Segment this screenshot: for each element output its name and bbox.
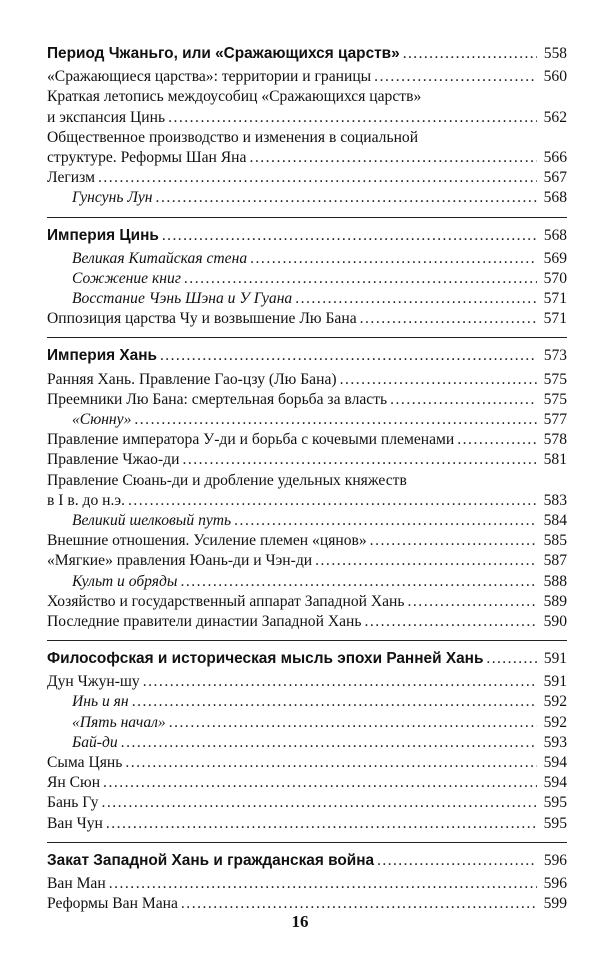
toc-entry-title: Великий шелковый путь — [72, 511, 232, 529]
toc-entry-title: Общественное производство и изменения в социальной — [47, 128, 419, 146]
table-of-contents — [47, 44, 567, 914]
leader-dots — [377, 851, 537, 871]
section-heading-page: 568 — [543, 226, 567, 244]
leader-dots — [184, 269, 537, 289]
toc-entry — [47, 793, 567, 813]
toc-section — [47, 346, 567, 632]
toc-entry — [47, 430, 567, 450]
toc-entry-page: 578 — [543, 431, 567, 449]
toc-entry-line — [47, 713, 567, 733]
toc-entry-page: 588 — [543, 572, 567, 590]
toc-entry-title: в I в. до н.э. — [47, 491, 125, 509]
leader-dots — [160, 346, 537, 366]
section-heading — [47, 44, 567, 64]
leader-dots — [125, 753, 537, 773]
toc-entry-title: Внешние отношения. Усиление племен «цянов» — [47, 532, 367, 550]
toc-entry-line — [47, 551, 567, 571]
toc-entry-page: 590 — [543, 612, 567, 630]
toc-entry — [47, 814, 567, 834]
toc-entry — [47, 67, 567, 87]
toc-entry-title: структуре. Реформы Шан Яна — [47, 148, 247, 166]
toc-entry-line — [47, 531, 567, 551]
toc-subentry — [47, 269, 567, 289]
toc-entry-page: 583 — [543, 491, 567, 509]
leader-dots — [109, 874, 537, 894]
section-heading-title: Империя Цинь — [47, 226, 159, 244]
toc-entry — [47, 592, 567, 612]
leader-dots — [169, 713, 537, 733]
leader-dots — [132, 692, 537, 712]
section-divider — [47, 217, 567, 218]
toc-entry-line — [47, 692, 567, 712]
leader-dots — [486, 649, 537, 669]
toc-entry — [47, 450, 567, 470]
section-heading-page: 573 — [543, 347, 567, 365]
toc-entry-page: 594 — [543, 774, 567, 792]
toc-subentry — [47, 249, 567, 269]
toc-subentry — [47, 289, 567, 309]
toc-subentry — [47, 713, 567, 733]
leader-dots — [403, 44, 537, 64]
section-divider — [47, 337, 567, 338]
toc-entry-line — [47, 148, 567, 168]
toc-entry-line — [47, 592, 567, 612]
leader-dots — [106, 814, 537, 834]
toc-entry-line — [47, 67, 567, 87]
leader-dots — [249, 148, 537, 168]
toc-entry-title: Легизм — [47, 169, 95, 187]
toc-entry-page: 562 — [543, 108, 567, 126]
toc-entry-page: 560 — [543, 68, 567, 86]
toc-entry-line — [47, 188, 567, 208]
toc-entry-page: 589 — [543, 592, 567, 610]
section-heading-title: Период Чжаньго, или «Сражающихся царств» — [47, 45, 400, 62]
toc-entry — [47, 531, 567, 551]
toc-entry — [47, 874, 567, 894]
toc-entry-title: Правление Чжао-ди — [47, 451, 180, 469]
leader-dots — [364, 612, 537, 632]
toc-entry — [47, 612, 567, 632]
section-heading — [47, 649, 567, 669]
toc-entry-page: 595 — [543, 814, 567, 832]
toc-entry-title: «Мягкие» правления Юань-ди и Чэн-ди — [47, 552, 313, 570]
toc-entry-page: 575 — [543, 370, 567, 388]
toc-entry-page: 577 — [543, 411, 567, 428]
toc-entry-title: «Пять начал» — [72, 713, 166, 731]
toc-entry-title: и экспансия Цинь — [47, 108, 166, 126]
toc-entry-line — [47, 814, 567, 834]
toc-entry-line — [47, 370, 567, 390]
leader-dots — [370, 531, 537, 551]
toc-entry-title: Реформы Ван Мана — [47, 895, 178, 913]
toc-entry-title: Последние правители династии Западной Хань — [47, 612, 362, 630]
toc-entry-title: Инь и ян — [72, 693, 129, 711]
toc-entry-line — [47, 471, 567, 491]
toc-entry — [47, 87, 567, 127]
toc-entry — [47, 390, 567, 410]
section-divider — [47, 842, 567, 843]
toc-entry-line — [47, 491, 567, 511]
toc-entry — [47, 309, 567, 329]
leader-dots — [390, 390, 537, 410]
toc-entry-line — [47, 390, 567, 410]
toc-section — [47, 44, 567, 209]
toc-entry-title: Правление императора У-ди и борьба с кочевыми племенами — [47, 431, 455, 449]
toc-entry-line — [47, 612, 567, 632]
toc-entry-page: 566 — [543, 148, 567, 166]
toc-entry-line — [47, 249, 567, 269]
toc-entry-title: Дун Чжун-шу — [47, 673, 140, 691]
leader-dots — [182, 450, 537, 470]
section-heading — [47, 851, 567, 871]
toc-entry-line — [47, 753, 567, 773]
leader-dots — [168, 108, 537, 128]
toc-entry — [47, 168, 567, 188]
toc-entry-title: Восстание Чэнь Шэна и У Гуана — [72, 290, 293, 308]
toc-entry-page: 587 — [543, 552, 567, 570]
toc-subentry — [47, 692, 567, 712]
leader-dots — [340, 370, 537, 390]
leader-dots — [315, 551, 537, 571]
toc-entry-title: Ян Сюн — [47, 774, 101, 792]
toc-entry — [47, 753, 567, 773]
toc-entry-page: 585 — [543, 532, 567, 550]
toc-entry-line — [47, 410, 567, 430]
toc-entry-page: 593 — [543, 733, 567, 751]
toc-entry-title: Бай-ди — [72, 733, 118, 751]
section-heading-title: Философская и историческая мысль эпохи Ранней Хань — [47, 650, 484, 668]
leader-dots — [408, 592, 537, 612]
toc-entry-line — [47, 773, 567, 793]
toc-subentry — [47, 733, 567, 753]
toc-entry-title: Ван Чун — [47, 814, 103, 832]
toc-entry-page: 595 — [543, 794, 567, 812]
section-divider — [47, 640, 567, 641]
toc-entry-line — [47, 672, 567, 692]
toc-entry-line — [47, 128, 567, 148]
toc-entry-title: «Сюнну» — [72, 411, 132, 428]
toc-entry-title: «Сражающиеся царства»: территории и границы — [47, 68, 372, 86]
toc-entry-page: 596 — [543, 874, 567, 892]
section-heading-page: 591 — [543, 650, 567, 668]
leader-dots — [156, 188, 537, 208]
toc-entry-page: 591 — [543, 673, 567, 691]
toc-entry-page: 571 — [543, 290, 567, 308]
section-heading-title: Империя Хань — [47, 347, 158, 365]
leader-dots — [101, 793, 537, 813]
toc-entry-title: Сыма Цянь — [47, 754, 123, 771]
toc-entry-title: Преемники Лю Бана: смертельная борьба за власть — [47, 390, 388, 408]
toc-entry — [47, 672, 567, 692]
toc-entry-title: Гунсунь Лун — [72, 189, 153, 207]
toc-entry-title: Краткая летопись междоусобиц «Сражающихся царств» — [47, 88, 422, 106]
section-heading-title: Закат Западной Хань и гражданская война — [47, 851, 375, 869]
toc-entry-line — [47, 511, 567, 531]
section-heading — [47, 346, 567, 366]
toc-entry-page: 581 — [543, 451, 567, 469]
toc-entry — [47, 551, 567, 571]
toc-entry-page: 599 — [543, 895, 567, 913]
leader-dots — [234, 511, 537, 531]
leader-dots — [162, 226, 537, 246]
leader-dots — [134, 410, 537, 430]
leader-dots — [360, 309, 537, 329]
section-heading-page: 596 — [543, 851, 567, 869]
toc-entry — [47, 471, 567, 511]
toc-entry-page: 592 — [543, 713, 567, 731]
leader-dots — [121, 733, 537, 753]
toc-entry-line — [47, 168, 567, 188]
toc-entry-page: 575 — [543, 390, 567, 408]
toc-entry-title: Хозяйство и государственный аппарат Западной Хань — [47, 592, 405, 610]
leader-dots — [180, 572, 537, 592]
toc-entry — [47, 370, 567, 390]
toc-subentry — [47, 511, 567, 531]
toc-entry-title: Великая Китайская стена — [72, 249, 248, 267]
toc-section — [47, 851, 567, 915]
toc-entry-page: 567 — [543, 169, 567, 187]
leader-dots — [457, 430, 537, 450]
toc-entry-line — [47, 87, 567, 107]
toc-entry-title: Ван Ман — [47, 874, 106, 892]
leader-dots — [143, 672, 537, 692]
leader-dots — [128, 491, 537, 511]
toc-entry-line — [47, 572, 567, 592]
toc-subentry — [47, 188, 567, 208]
toc-entry-page: 594 — [543, 754, 567, 771]
toc-subentry — [47, 572, 567, 592]
toc-entry-title: Оппозиция царства Чу и возвышение Лю Бана — [47, 310, 357, 328]
toc-entry-line — [47, 793, 567, 813]
section-heading — [47, 226, 567, 246]
toc-entry-page: 592 — [543, 693, 567, 711]
toc-entry-line — [47, 733, 567, 753]
toc-entry-line — [47, 450, 567, 470]
leader-dots — [98, 168, 537, 188]
leader-dots — [295, 289, 537, 309]
leader-dots — [250, 249, 537, 269]
toc-entry-page: 569 — [543, 249, 567, 267]
toc-entry-line — [47, 309, 567, 329]
toc-subentry — [47, 410, 567, 430]
toc-entry-title: Сожжение книг — [72, 269, 181, 287]
leader-dots — [374, 67, 537, 87]
leader-dots — [103, 773, 537, 793]
page-number: 16 — [291, 912, 309, 931]
toc-entry-title: Правление Сюань-ди и дробление удельных княжеств — [47, 471, 407, 489]
toc-entry-title: Бань Гу — [47, 794, 99, 812]
toc-entry — [47, 773, 567, 793]
toc-entry-line — [47, 269, 567, 289]
toc-entry-page: 570 — [543, 269, 567, 287]
toc-entry-title: Культ и обряды — [72, 572, 178, 590]
toc-entry-line — [47, 289, 567, 309]
section-heading-page: 558 — [543, 45, 567, 62]
toc-entry-line — [47, 874, 567, 894]
toc-entry-line — [47, 430, 567, 450]
toc-entry — [47, 128, 567, 168]
toc-entry-page: 568 — [543, 189, 567, 207]
toc-entry-page: 571 — [543, 310, 567, 328]
toc-entry-line — [47, 108, 567, 128]
toc-section — [47, 226, 567, 330]
toc-entry-title: Ранняя Хань. Правление Гао-цзу (Лю Бана) — [47, 370, 337, 388]
toc-section — [47, 649, 567, 834]
toc-entry-page: 584 — [543, 511, 567, 529]
